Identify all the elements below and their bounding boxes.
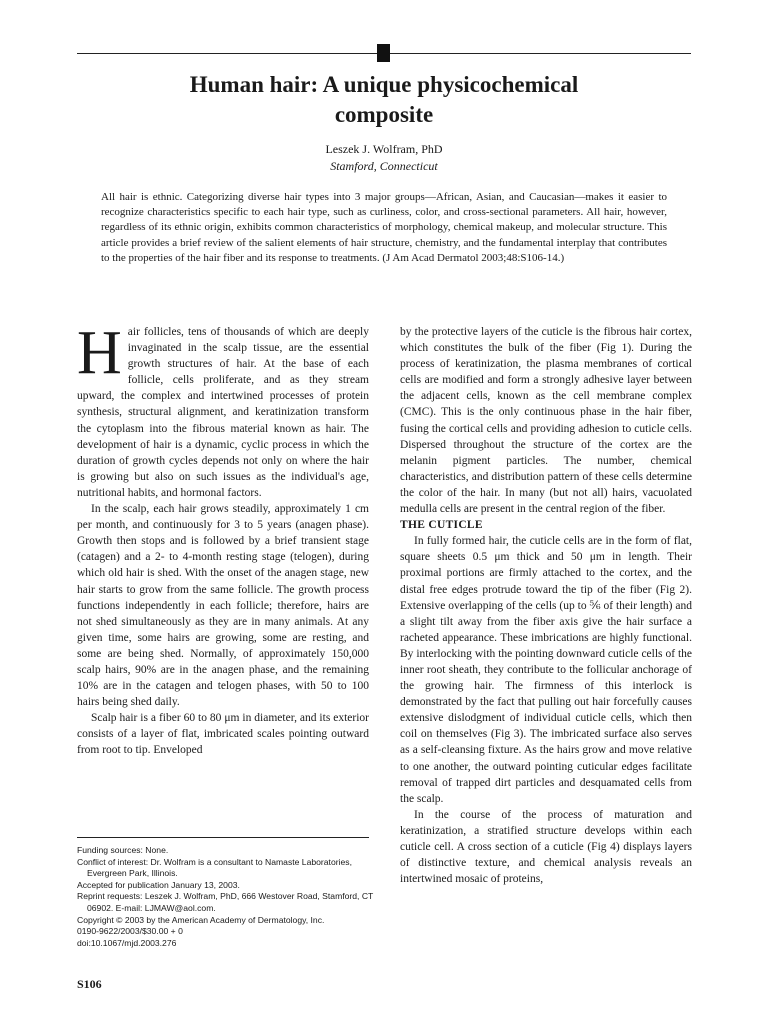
left-paragraph-1	[77, 319, 369, 501]
header-square-marker	[377, 44, 390, 62]
title-line-2: composite	[334, 102, 434, 127]
footnote-issn: 0190-9622/2003/$30.00 + 0	[77, 926, 183, 937]
left-paragraph-2: In the scalp, each hair grows steadily, approximately 1 cm per month, and continuously for 3 to 5 years (anagen phase). Growth then stops and is followed by a brief transient stage (catagen) and a 2- to 4-month resting stage (telogen), during which old hair is shed. With the onset of the anagen stage, new hair starts to grow from the same follicle. The growth process functions independently in each follicle; therefore, hairs are not shed simultaneously as they are in many animals. At any given time, some hairs are growing, some are resting, and some are being shed. Normally, of approximately 150,000 scalp hairs, 90% are in the anagen phase, and the remaining 10% are in the catagen and telogen phases, with 50 to 100 hairs being shed daily.	[77, 503, 369, 709]
footnote-accepted: Accepted for publication January 13, 2003.	[77, 879, 240, 890]
body-column-right	[400, 324, 692, 887]
author-name: Leszek J. Wolfram, PhD	[325, 142, 443, 156]
footnote-copyright: Copyright © 2003 by the American Academy of Dermatology, Inc.	[77, 914, 325, 925]
footnote-reprint: Reprint requests: Leszek J. Wolfram, PhD, 666 Westover Road, Stamford, CT 06902. E-mail: LJMAW@aol.com.	[77, 891, 374, 913]
left-paragraph-3: Scalp hair is a fiber 60 to 80 μm in diameter, and its exterior consists of a layer of flat, imbricated scales pointing outward from root to tip. Enveloped	[77, 712, 369, 757]
page-number: S106	[77, 977, 102, 991]
footnotes	[77, 845, 377, 949]
dropcap-letter: H	[77, 319, 122, 387]
title-line-1: Human hair: A unique physicochemical	[189, 72, 579, 97]
right-paragraph-3: In the course of the process of maturation and keratinization, a stratified structure develops within each cuticle cell. A cross section of a cuticle (Fig 4) displays layers of distinctive texture, and chemical analysis reveals an intertwined mosaic of proteins,	[400, 808, 692, 886]
article-title	[77, 70, 691, 130]
footnote-doi: doi:10.1067/mjd.2003.276	[77, 937, 177, 948]
right-paragraph-1: by the protective layers of the cuticle is the fibrous hair cortex, which constitutes the bulk of the fiber (Fig 1). During the process of keratinization, the plasma membranes of cortical cells are modified and form a strongly adhesive layer between the adjacent cells, known as the cell membrane complex (CMC). This is the only continuous phase in the hair fiber, fusing the cortical cells and providing adhesion to cuticle cells. Dispersed throughout the structure of the cortex are the melanin pigment particles. The number, chemical characteristics, and distribution pattern of these cells determine the color of the hair. In many (but not all) hairs, vacuolated medulla cells are present in the central region of the fiber.	[400, 326, 692, 516]
footnote-conflict: Conflict of interest: Dr. Wolfram is a consultant to Namaste Laboratories, Evergreen Park, Illinois.	[77, 856, 352, 879]
footnote-rule	[77, 837, 369, 838]
body-column-left	[77, 319, 369, 759]
left-paragraph-1-text: air follicles, tens of thousands of which are deeply invaginated in the scalp tissue, are the essential growth structures of hair. At the base of each follicle, cells proliferate, and as they stream upward, the complex and intertwined processes of protein synthesis, structural alignment, and keratinization transform the cytoplasm into the fibrous material known as hair. The development of hair is a dynamic, cyclic process in which the duration of growth cycles depends not only on where the hair is growing but also on such issues as the individual's age, nutritional habits, and hormonal factors.	[77, 326, 369, 499]
footnote-funding: Funding sources: None.	[77, 845, 169, 855]
section-heading-cuticle: THE CUTICLE	[400, 519, 483, 532]
right-paragraph-2: In fully formed hair, the cuticle cells are in the form of flat, square sheets 0.5 μm thick and 50 μm in length. Their proximal portions are firmly attached to the cortex, and the distal free edges protrude toward the tip of the fiber (Fig 2). Extensive overlapping of the cells (up to ⅚ of their length) and a slight tilt away from the fiber axis give the hair surface a racheted appearance. These imbrications are highly functional. By interlocking with the pointing downward cuticle cells of the inner root sheath, they contribute to the follicular anchorage of the growing hair. The firmness of this interlock is demonstrated by the fact that pulling out hair forcefully causes extensive dislodgment of individual cuticle cells, which then coil on themselves (Fig 3). The imbricated surface also serves as a self-cleansing fixture. As the hairs grow and move relative to one another, the outward pointing cuticular edges facilitate removal of trapped dirt particles and desquamated cells from the scalp.	[400, 535, 692, 805]
abstract: All hair is ethnic. Categorizing diverse hair types into 3 major groups—African, Asian, and Caucasian—makes it easier to recognize characteristics specific to each hair type, such as curliness, color, and cross-sectional parameters. All hair, however, regardless of its ethnic origin, exhibits common characteristics of morphology, chemical makeup, and molecular structure. This article provides a brief review of the salient elements of hair structure, chemistry, and the fundamental interplay that contributes to the properties of the hair fiber and its response to treatments. (J Am Acad Dermatol 2003;48:S106-14.)	[101, 191, 667, 264]
author-affiliation: Stamford, Connecticut	[330, 159, 438, 173]
